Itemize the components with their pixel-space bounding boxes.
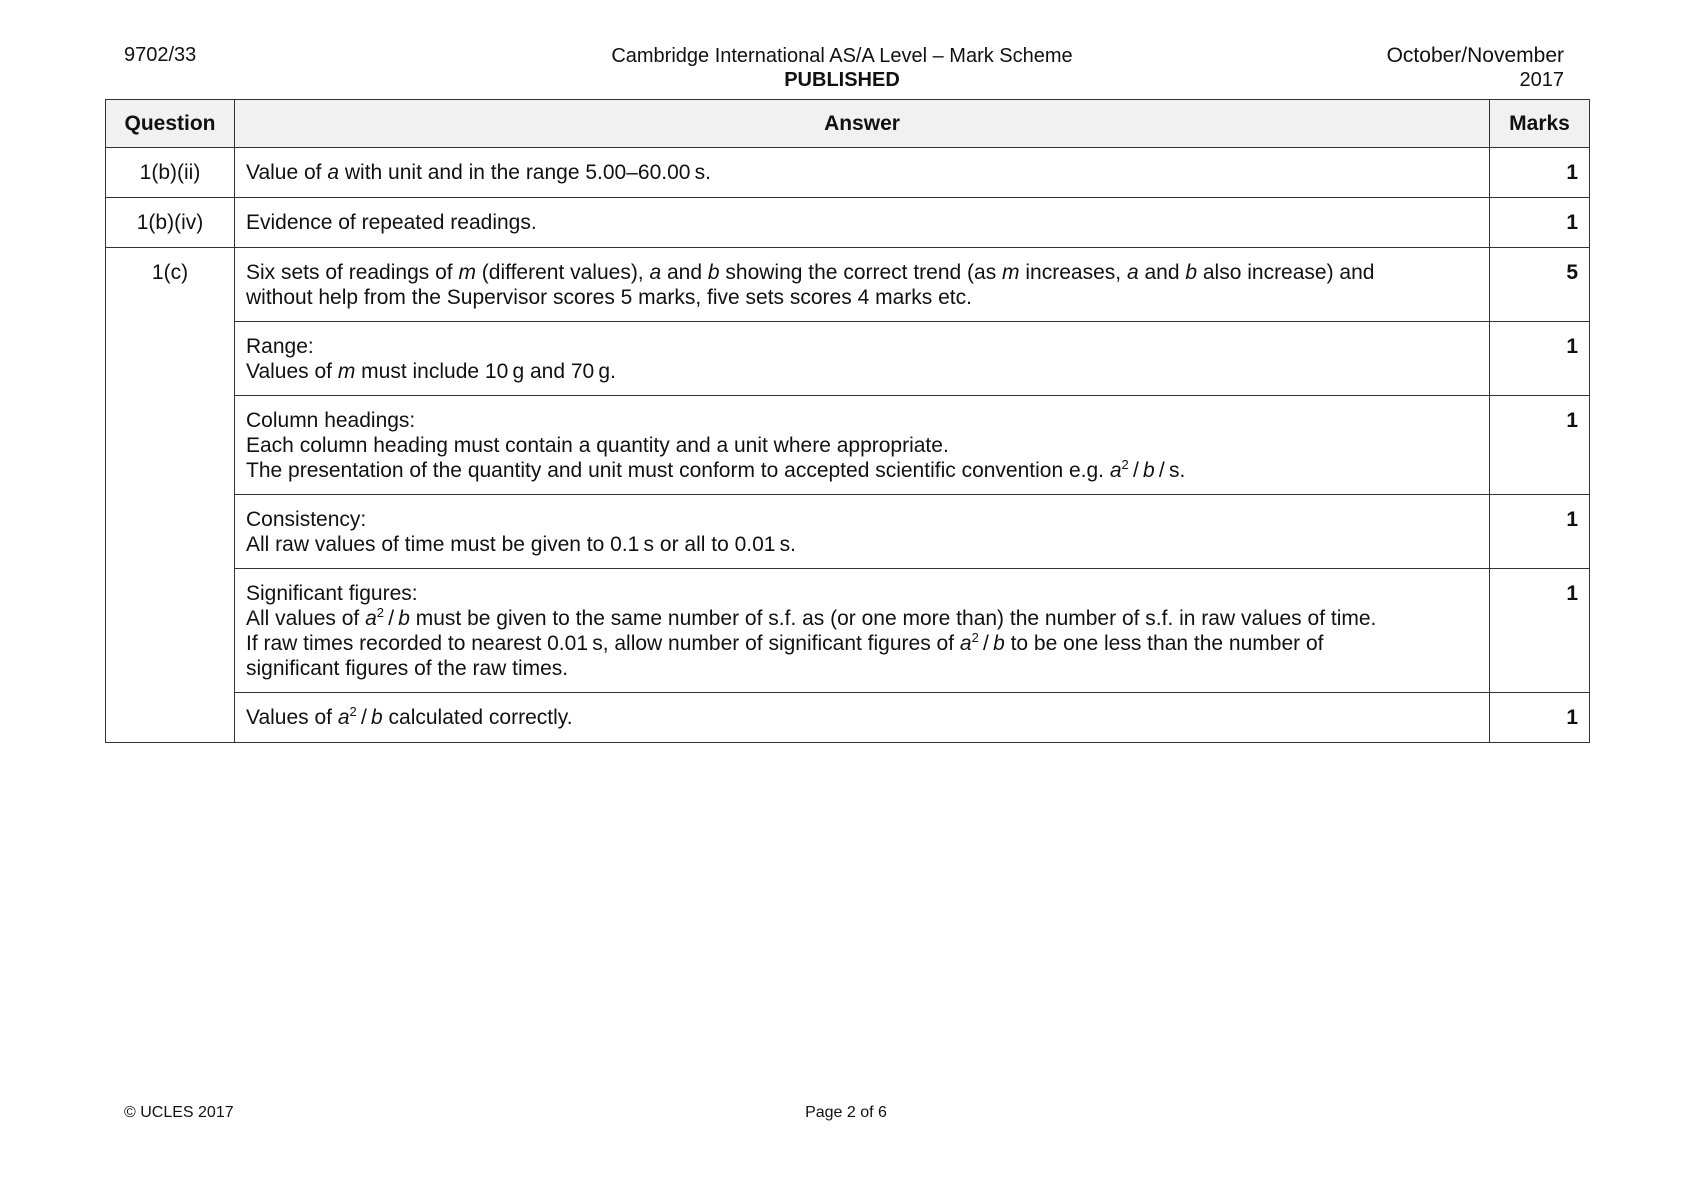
answer-line	[246, 458, 1479, 483]
answer-text: calculated correctly.	[382, 706, 573, 729]
marks-cell: 1	[1490, 495, 1590, 569]
criterion-heading: Range:	[246, 335, 314, 358]
answer-text: (different values),	[475, 261, 650, 284]
answer-line	[246, 260, 1479, 285]
exponent: 2	[1121, 457, 1129, 472]
answer-cell	[235, 148, 1490, 198]
table-row	[106, 148, 1590, 198]
criterion-heading: Significant figures:	[246, 582, 418, 605]
criterion-heading: Column headings:	[246, 409, 416, 432]
table-row	[106, 198, 1590, 248]
answer-cell	[235, 569, 1490, 693]
answer-line	[246, 359, 1479, 384]
answer-text: /	[383, 607, 399, 630]
answer-text: Values of	[246, 706, 338, 729]
variable-b: b	[1185, 261, 1198, 284]
variable-a: a	[959, 632, 972, 655]
answer-text: Values of	[246, 360, 338, 383]
status-label: PUBLISHED	[784, 69, 900, 91]
marks-cell: 5	[1490, 248, 1590, 322]
column-header-marks: Marks	[1490, 100, 1590, 148]
answer-line: Each column heading must contain a quantity and a unit where appropriate.	[246, 434, 949, 457]
answer-text: Six sets of readings of	[246, 261, 459, 284]
page-number: Page 2 of 6	[805, 1104, 887, 1121]
answer-line: All raw values of time must be given to 0.1 s or all to 0.01 s.	[246, 533, 796, 556]
answer-text: The presentation of the quantity and unit must conform to accepted scientific convention e.g.	[246, 459, 1110, 482]
exponent: 2	[349, 704, 357, 719]
marks-cell: 1	[1490, 569, 1590, 693]
answer-text: must include 10 g and 70 g.	[355, 360, 616, 383]
answer-text: / s.	[1154, 459, 1186, 482]
session-label: October/November	[1386, 44, 1564, 67]
table-row	[106, 248, 1590, 322]
answer-cell	[235, 693, 1490, 743]
variable-b: b	[707, 261, 720, 284]
answer-text: to be one less than the number of	[1004, 632, 1324, 655]
answer-text: If raw times recorded to nearest 0.01 s, allow number of significant figures of	[246, 632, 960, 655]
answer-text: increases,	[1019, 261, 1127, 284]
answer-text: and	[661, 261, 708, 284]
mark-scheme-table	[105, 99, 1590, 743]
answer-cell	[235, 322, 1490, 396]
answer-text: /	[978, 632, 994, 655]
answer-text: with unit and in the range 5.00–60.00 s.	[339, 161, 712, 184]
table-row	[106, 693, 1590, 743]
exponent: 2	[376, 605, 384, 620]
answer-line	[246, 631, 1479, 656]
variable-a: a	[649, 261, 662, 284]
answer-cell	[235, 396, 1490, 495]
exam-session	[1387, 44, 1564, 92]
table-row	[106, 322, 1590, 396]
answer-cell	[235, 248, 1490, 322]
variable-m: m	[1002, 261, 1020, 284]
exponent: 2	[971, 630, 979, 645]
table-row	[106, 569, 1590, 693]
answer-text: /	[1128, 459, 1144, 482]
variable-b: b	[993, 632, 1005, 655]
answer-line: significant figures of the raw times.	[246, 657, 569, 680]
variable-a: a	[365, 607, 377, 630]
marks-cell: 1	[1490, 396, 1590, 495]
answer-line	[246, 606, 1479, 631]
answer-line: without help from the Supervisor scores 5 marks, five sets scores 4 marks etc.	[246, 286, 972, 309]
variable-m: m	[458, 261, 476, 284]
answer-text: and	[1138, 261, 1186, 284]
question-cell: 1(b)(iv)	[106, 198, 235, 248]
answer-text: also increase) and	[1197, 261, 1375, 284]
variable-b: b	[371, 706, 383, 729]
answer-text: Value of	[246, 161, 328, 184]
marks-cell: 1	[1490, 693, 1590, 743]
variable-a: a	[1126, 261, 1139, 284]
variable-a: a	[337, 706, 350, 729]
copyright-notice: © UCLES 2017	[124, 1104, 234, 1121]
table-header-row	[106, 100, 1590, 148]
answer-text: /	[356, 706, 372, 729]
variable-b: b	[1143, 459, 1155, 482]
question-cell: 1(b)(ii)	[106, 148, 235, 198]
answer-cell: Evidence of repeated readings.	[235, 198, 1490, 248]
variable-a: a	[327, 161, 340, 184]
column-header-question: Question	[106, 100, 235, 148]
paper-code: 9702/33	[124, 44, 197, 66]
marks-cell: 1	[1490, 148, 1590, 198]
variable-m: m	[337, 360, 356, 383]
answer-text: All values of	[246, 607, 366, 630]
answer-text: showing the correct trend (as	[719, 261, 1003, 284]
answer-text: must be given to the same number of s.f. as (or one more than) the number of s.f. in raw values of time.	[409, 607, 1377, 630]
table-row	[106, 495, 1590, 569]
table-row	[106, 396, 1590, 495]
marks-cell: 1	[1490, 198, 1590, 248]
session-year: 2017	[1519, 69, 1564, 91]
document-title	[611, 44, 1072, 92]
title-text: Cambridge International AS/A Level – Mark Scheme	[611, 45, 1073, 67]
column-header-answer: Answer	[235, 100, 1490, 148]
variable-b: b	[398, 607, 410, 630]
variable-a: a	[1109, 459, 1122, 482]
criterion-heading: Consistency:	[246, 508, 367, 531]
marks-cell: 1	[1490, 322, 1590, 396]
question-cell: 1(c)	[106, 248, 235, 743]
answer-cell	[235, 495, 1490, 569]
